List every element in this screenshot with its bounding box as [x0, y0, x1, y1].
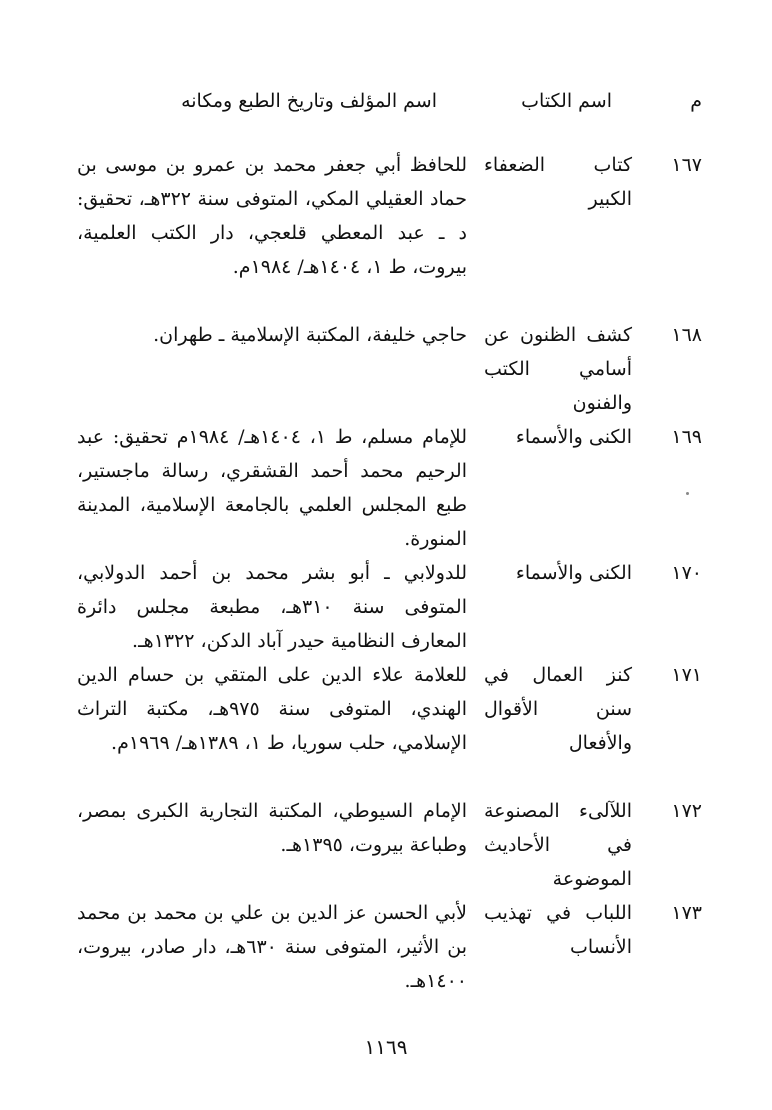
entry-number: ١٦٧: [671, 154, 702, 176]
book-title: اللآلىء المصنوعة في الأحاديث الموضوعة: [484, 800, 632, 890]
header-author-info: اسم المؤلف وتاريخ الطبع ومكانه: [181, 90, 437, 112]
entry-number: ١٧٣: [671, 902, 702, 924]
entry-number: ١٧٢: [671, 800, 702, 822]
author-info: للحافظ أبي جعفر محمد بن عمرو بن موسى بن حماد العقيلي المكي، المتوفى سنة ٣٢٢هـ، تحقيق: د ـ عبد المعطي قلعجي، دار الكتب العلمية، بيروت، ط ١، ١٤٠٤هـ/ ١٩٨٤م.: [77, 154, 467, 278]
author-info: للدولابي ـ أبو بشر محمد بن أحمد الدولابي، المتوفى سنة ٣١٠هـ، مطبعة مجلس دائرة المعارف النظامية حيدر آباد الدكن، ١٣٢٢هـ.: [77, 562, 467, 652]
table-header: [0, 90, 772, 120]
author-info: للعلامة علاء الدين على المتقي بن حسام الدين الهندي، المتوفى سنة ٩٧٥هـ، مكتبة التراث الإسلامي، حلب سوريا، ط ١، ١٣٨٩هـ/ ١٩٦٩م.: [77, 664, 468, 754]
book-title: كشف الظنون عن أسامي الكتب والفنون: [484, 324, 632, 414]
entry-number: ١٦٨: [671, 324, 702, 346]
book-title: الكنى والأسماء: [515, 426, 632, 448]
header-book-title: اسم الكتاب: [521, 90, 612, 112]
book-title: كتاب الضعفاء الكبير: [484, 154, 632, 210]
author-info: حاجي خليفة، المكتبة الإسلامية ـ طهران.: [153, 324, 467, 346]
author-info: للإمام مسلم، ط ١، ١٤٠٤هـ/ ١٩٨٤م تحقيق: عبد الرحيم محمد أحمد القشقري، رسالة ماجستير، طبع المجلس العلمي بالجامعة الإسلامية، المدينة المنورة.: [77, 426, 467, 550]
author-info: لأبي الحسن عز الدين بن علي بن محمد بن محمد بن الأثير، المتوفى سنة ٦٣٠هـ، دار صادر، بيروت، ١٤٠٠هـ.: [77, 902, 467, 992]
book-title: اللباب في تهذيب الأنساب: [484, 902, 632, 958]
book-title: الكنى والأسماء: [515, 562, 632, 584]
entry-number: ١٧١: [671, 664, 702, 686]
book-title: كنز العمال في سنن الأقوال والأفعال: [484, 664, 632, 754]
scan-speck: [686, 492, 689, 495]
entry-number: ١٦٩: [671, 426, 702, 448]
entry-number: ١٧٠: [671, 562, 702, 584]
header-number: م: [690, 90, 702, 112]
author-info: الإمام السيوطي، المكتبة التجارية الكبرى بمصر، وطباعة بيروت، ١٣٩٥هـ.: [77, 800, 467, 856]
page-number: ١١٦٩: [364, 1035, 408, 1059]
